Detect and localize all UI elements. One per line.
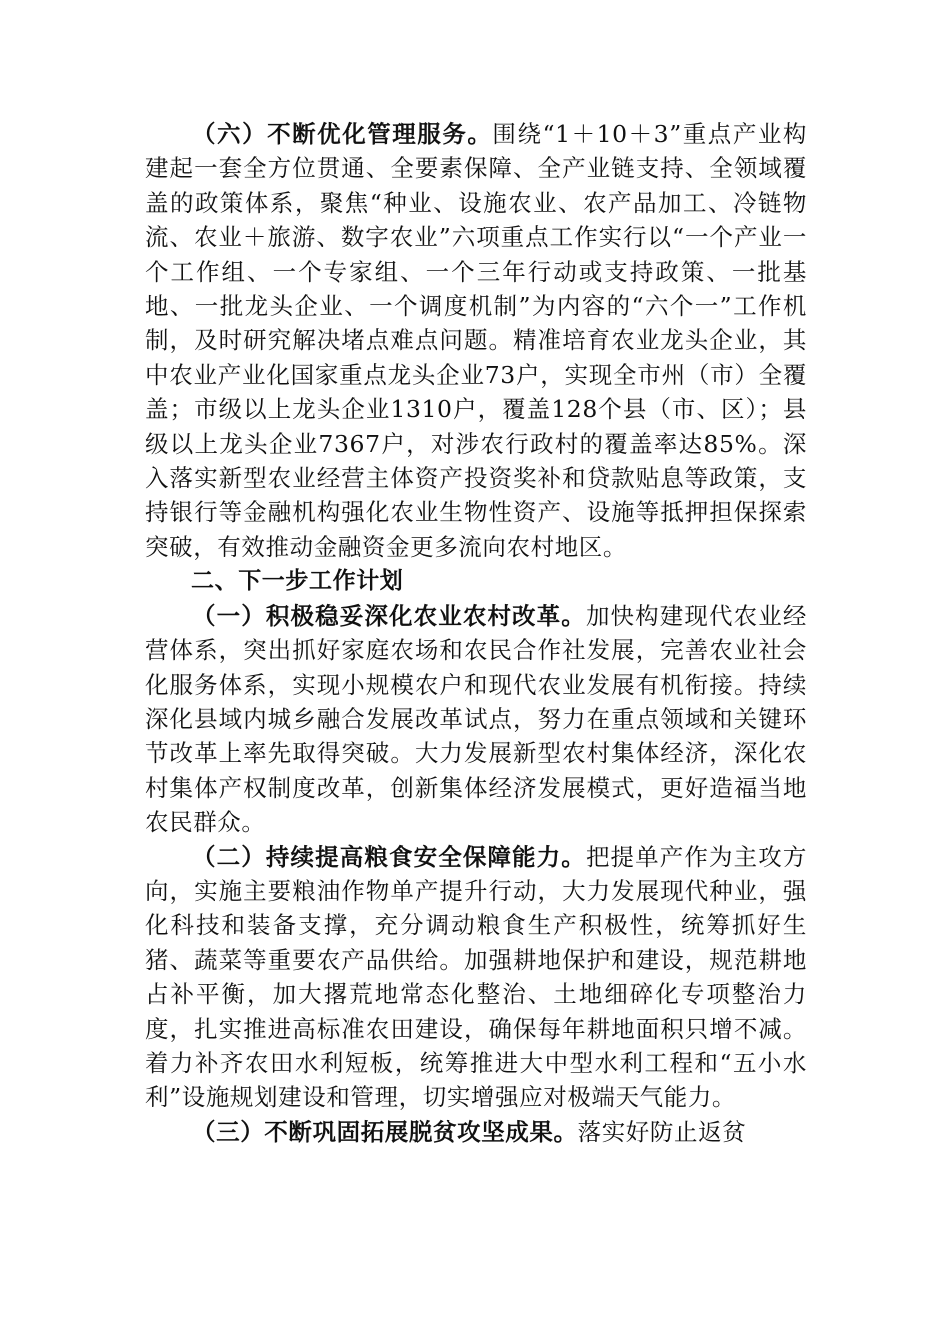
paragraph-lead: （三）不断巩固拓展脱贫攻坚成果。 <box>192 1117 578 1146</box>
paragraph-rural-reform <box>145 599 807 840</box>
paragraph-lead: （六）不断优化管理服务。 <box>192 120 493 148</box>
paragraph-text: 落实好防止返贫 <box>577 1117 747 1146</box>
document-body <box>145 117 807 1149</box>
paragraph-food-security <box>145 840 807 1115</box>
paragraph-lead: （一）积极稳妥深化农业农村改革。 <box>192 601 586 630</box>
paragraph-text: 把提单产作为主攻方向，实施主要粮油作物单产提升行动，大力发展现代种业，强化科技和装备支撑，充分调动粮食生产积极性，统筹抓好生猪、蔬菜等重要农产品供给。加强耕地保护和建设，规范耕地占补平衡，加大撂荒地常态化整治、土地细碎化专项整治力度，扎实推进高标准农田建设，确保每年耕地面积只增不减。着力补齐农田水利短板，统筹推进大中型水利工程和“五小水利”设施规划建设和管理，切实增强应对极端天气能力。 <box>145 842 807 1112</box>
paragraph-management-services <box>145 117 807 564</box>
paragraph-text: 加快构建现代农业经营体系，突出抓好家庭农场和农民合作社发展，完善农业社会化服务体系，实现小规模农户和现代农业发展有机衔接。持续深化县域内城乡融合发展改革试点，努力在重点领域和关键环节改革上率先取得突破。大力发展新型农村集体经济，深化农村集体产权制度改革，创新集体经济发展模式，更好造福当地农民群众。 <box>145 601 807 837</box>
section-heading: 二、下一步工作计划 <box>191 568 404 595</box>
paragraph-poverty-alleviation <box>145 1115 807 1149</box>
paragraph-lead: （二）持续提高粮食安全保障能力。 <box>192 842 586 871</box>
paragraph-text: 围绕“1＋10＋3”重点产业构建起一套全方位贯通、全要素保障、全产业链支持、全领域覆盖的政策体系，聚焦“种业、设施农业、农产品加工、冷链物流、农业＋旅游、数字农业”六项重点工作实行以“一个产业一个工作组、一个专家组、一个三年行动或支持政策、一批基地、一批龙头企业、一个调度机制”为内容的“六个一”工作机制，及时研究解决堵点难点问题。精准培育农业龙头企业，其中农业产业化国家重点龙头企业73户，实现全市州（市）全覆盖；市级以上龙头企业1310户，覆盖128个县（市、区）；县级以上龙头企业7367户，对涉农行政村的覆盖率达85%。深入落实新型农业经营主体资产投资奖补和贷款贴息等政策，支持银行等金融机构强化农业生物性资产、设施等抵押担保探索突破，有效推动金融资金更多流向农村地区。 <box>145 120 807 561</box>
